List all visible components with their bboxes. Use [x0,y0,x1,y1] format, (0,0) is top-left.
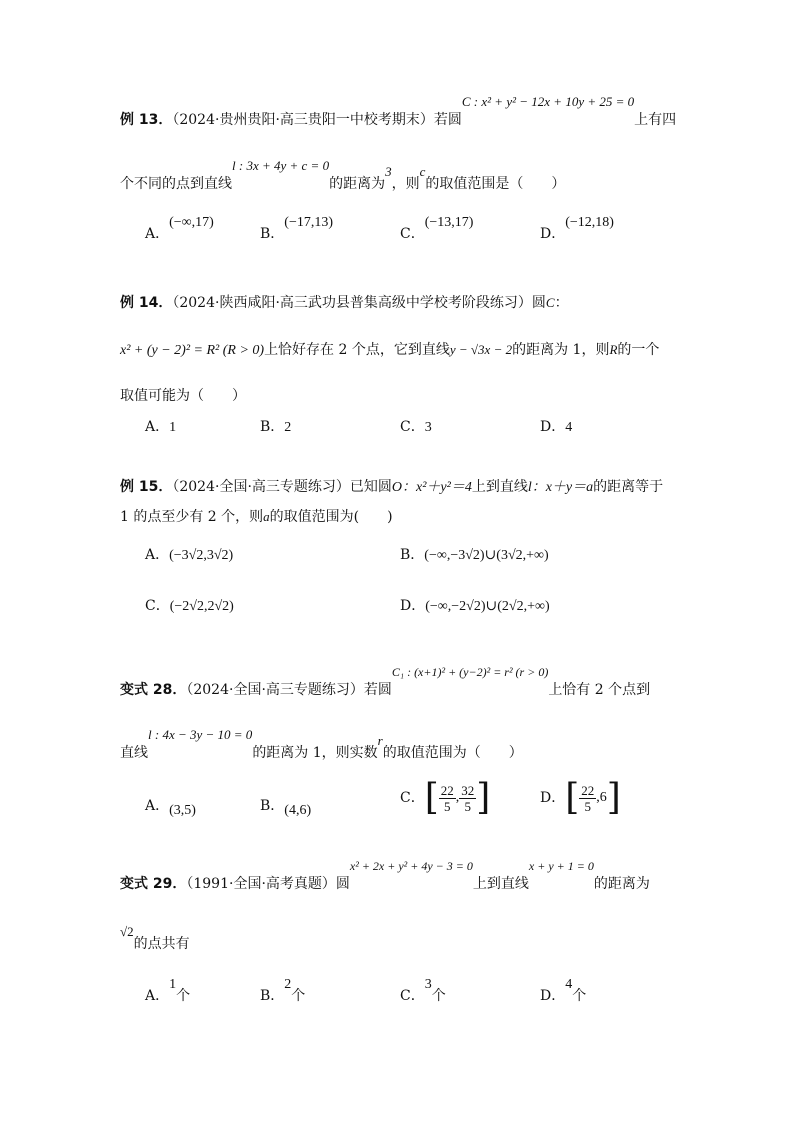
option-key: C． [400,988,425,1004]
option-key: A． [145,798,170,814]
option-key: B． [260,226,285,242]
q15-option-b [400,545,549,566]
q14-source: （2024·陕西咸阳·高三武功县普集高级中学校考阶段练习）圆 [172,295,546,311]
q15-circle-equation: O：x²＋y²＝4 [391,480,472,495]
q13-option-a [145,215,214,245]
q15-text: 的取值范围为( ) [269,509,393,525]
v28-text: 的取值范围为（ ） [382,745,523,761]
q15-variable: a [263,509,270,524]
option-key: C． [400,419,425,435]
option-key: D． [540,790,566,806]
v28-option-d [540,777,621,818]
option-key: C． [400,226,425,242]
q13-line2 [120,158,566,194]
v29-sqrt2: √2 [120,924,134,939]
option-value: (−17,13) [284,215,334,230]
q15-text: 上到直线 [471,479,528,495]
q13-after-circle: 上有四 [634,112,677,128]
q15-line2 [120,507,393,527]
comma: , [596,790,600,805]
q14-line2 [120,340,659,361]
q14-text: 的一个 [617,342,660,358]
option-key: B． [260,798,285,814]
q15-text: 的距离等于 [593,479,664,495]
option-key: D． [540,419,566,435]
q14-text: 上恰好存在 2 个点，它到直线 [264,342,450,358]
v28-text: 的距离为 1，则实数 [252,745,378,761]
q13-option-d [540,215,614,245]
v29-line1 [120,859,650,894]
q13-variable: c [419,164,426,179]
v29-circle-equation: x² + 2x + y² + 4y − 3 = 0 [349,859,473,873]
q13-line-equation: l : 3x + 4y + c = 0 [232,158,330,173]
q15-line-equation: l：x＋y＝a [527,480,594,495]
option-key: C． [400,790,425,806]
option-key: B． [400,547,425,563]
q14-text: 的距离为 1，则 [512,342,610,358]
v28-option-c [400,777,491,818]
option-key: B． [260,988,285,1004]
q15-text: 1 的点至少有 2 个，则 [120,509,264,525]
option-value: (−∞,−2√2)∪(2√2,+∞) [425,599,550,614]
v29-text: 的距离为 [593,876,650,892]
option-value: (−2√2,2√2) [169,599,234,614]
v29-text: 的点共有 [133,936,190,952]
option-number: 2 [284,977,292,992]
numerator: 22 [581,782,595,798]
option-value: (−12,18) [565,215,614,230]
option-key: C． [145,598,170,614]
q13-source: （2024·贵州贵阳·高三贵阳一中校考期末）若圆 [172,112,462,128]
q14-line1 [120,293,569,313]
v29-option-d [540,977,587,1007]
option-unit: 个 [176,988,191,1004]
q13-text: 个不同的点到直线 [120,176,232,192]
option-key: B． [260,419,285,435]
v28-circle-equation: C₁ : (x+1)² + (y−2)² = r² (r > 0) [391,665,549,679]
option-unit: 个 [431,988,446,1004]
option-key: A． [145,547,170,563]
option-key: A． [145,226,170,242]
left-bracket: [ [565,777,580,818]
v29-source: （1991·全国·高考真题）圆 [186,876,350,892]
option-unit: 个 [572,988,587,1004]
v28-line2 [120,727,523,763]
q13-text: 的距离为 [329,176,386,192]
q14-colon: ： [554,295,569,311]
right-bracket: ] [476,777,491,818]
q13-circle-equation: C : x² + y² − 12x + 10y + 25 = 0 [461,94,635,109]
option-value: 3 [424,420,432,435]
option-unit: 个 [291,988,306,1004]
q14-line-equation: y − √3x − 2 [449,342,513,357]
fraction [579,783,596,814]
option-key: D． [540,988,566,1004]
option-value: (−3√2,3√2) [169,548,234,563]
left-bracket: [ [424,777,439,818]
v28-option-a [145,796,196,817]
q14-label: 例 14． [120,295,173,311]
option-value: 4 [565,420,573,435]
q13-option-c [400,215,474,245]
q15-line1 [120,477,663,498]
q13-option-b [260,215,334,245]
q15-source: （2024·全国·高三专题练习）已知圆 [172,479,392,495]
denominator: 5 [464,798,472,814]
option-key: D． [540,226,566,242]
option-number: 3 [424,977,432,992]
q14-circle-name: C [545,295,555,310]
q15-option-c [145,596,234,617]
q15-option-d [400,596,550,617]
option-value: (3,5) [169,803,196,818]
denominator: 5 [584,798,592,814]
fraction [459,783,476,814]
q14-line3: 取值可能为（ ） [120,388,246,404]
upper-bound: 6 [599,790,607,805]
v28-label: 变式 28． [120,682,187,698]
v28-after-circle: 上恰有 2 个点到 [548,682,651,698]
v28-source: （2024·全国·高三专题练习）若圆 [186,682,392,698]
v28-text: 直线 [120,745,148,761]
numerator: 32 [461,782,475,798]
v29-option-b [260,977,306,1007]
v29-label: 变式 29． [120,876,187,892]
q13-text: ，则 [391,176,420,192]
v29-option-a [145,977,191,1007]
comma: , [455,790,460,805]
v29-line2 [120,924,190,954]
v28-option-b [260,796,311,817]
v29-line-equation: x + y + 1 = 0 [528,859,594,873]
fraction [439,783,456,814]
q14-circle-equation: x² + (y − 2)² = R² (R > 0) [120,343,265,358]
option-key: D． [400,598,426,614]
v28-variable: r [377,733,383,748]
v28-line1 [120,665,651,700]
q14-variable: R [609,342,618,357]
option-value: 2 [284,420,292,435]
q13-line1 [120,94,677,130]
option-value: (−∞,−3√2)∪(3√2,+∞) [424,548,549,563]
q15-label: 例 15． [120,479,173,495]
option-key: A． [145,988,170,1004]
q13-label: 例 13． [120,112,173,128]
option-value: 1 [169,420,177,435]
numerator: 22 [440,782,454,798]
option-number: 1 [169,977,177,992]
option-key: A． [145,419,170,435]
q15-option-a [145,545,233,566]
option-number: 4 [565,977,573,992]
q13-text: 的取值范围是（ ） [425,176,566,192]
q14-option-b [260,417,291,438]
q14-option-d [540,417,572,438]
right-bracket: ] [606,777,621,818]
v28-line-equation: l : 4x − 3y − 10 = 0 [148,727,253,742]
q13-distance: 3 [385,164,392,179]
option-value: (4,6) [284,803,312,818]
denominator: 5 [444,798,451,814]
q14-option-c [400,417,432,438]
q14-option-a [145,417,176,438]
v29-text: 上到直线 [472,876,529,892]
option-value: (−∞,17) [169,215,214,230]
option-value: (−13,17) [424,215,474,230]
v29-option-c [400,977,446,1007]
